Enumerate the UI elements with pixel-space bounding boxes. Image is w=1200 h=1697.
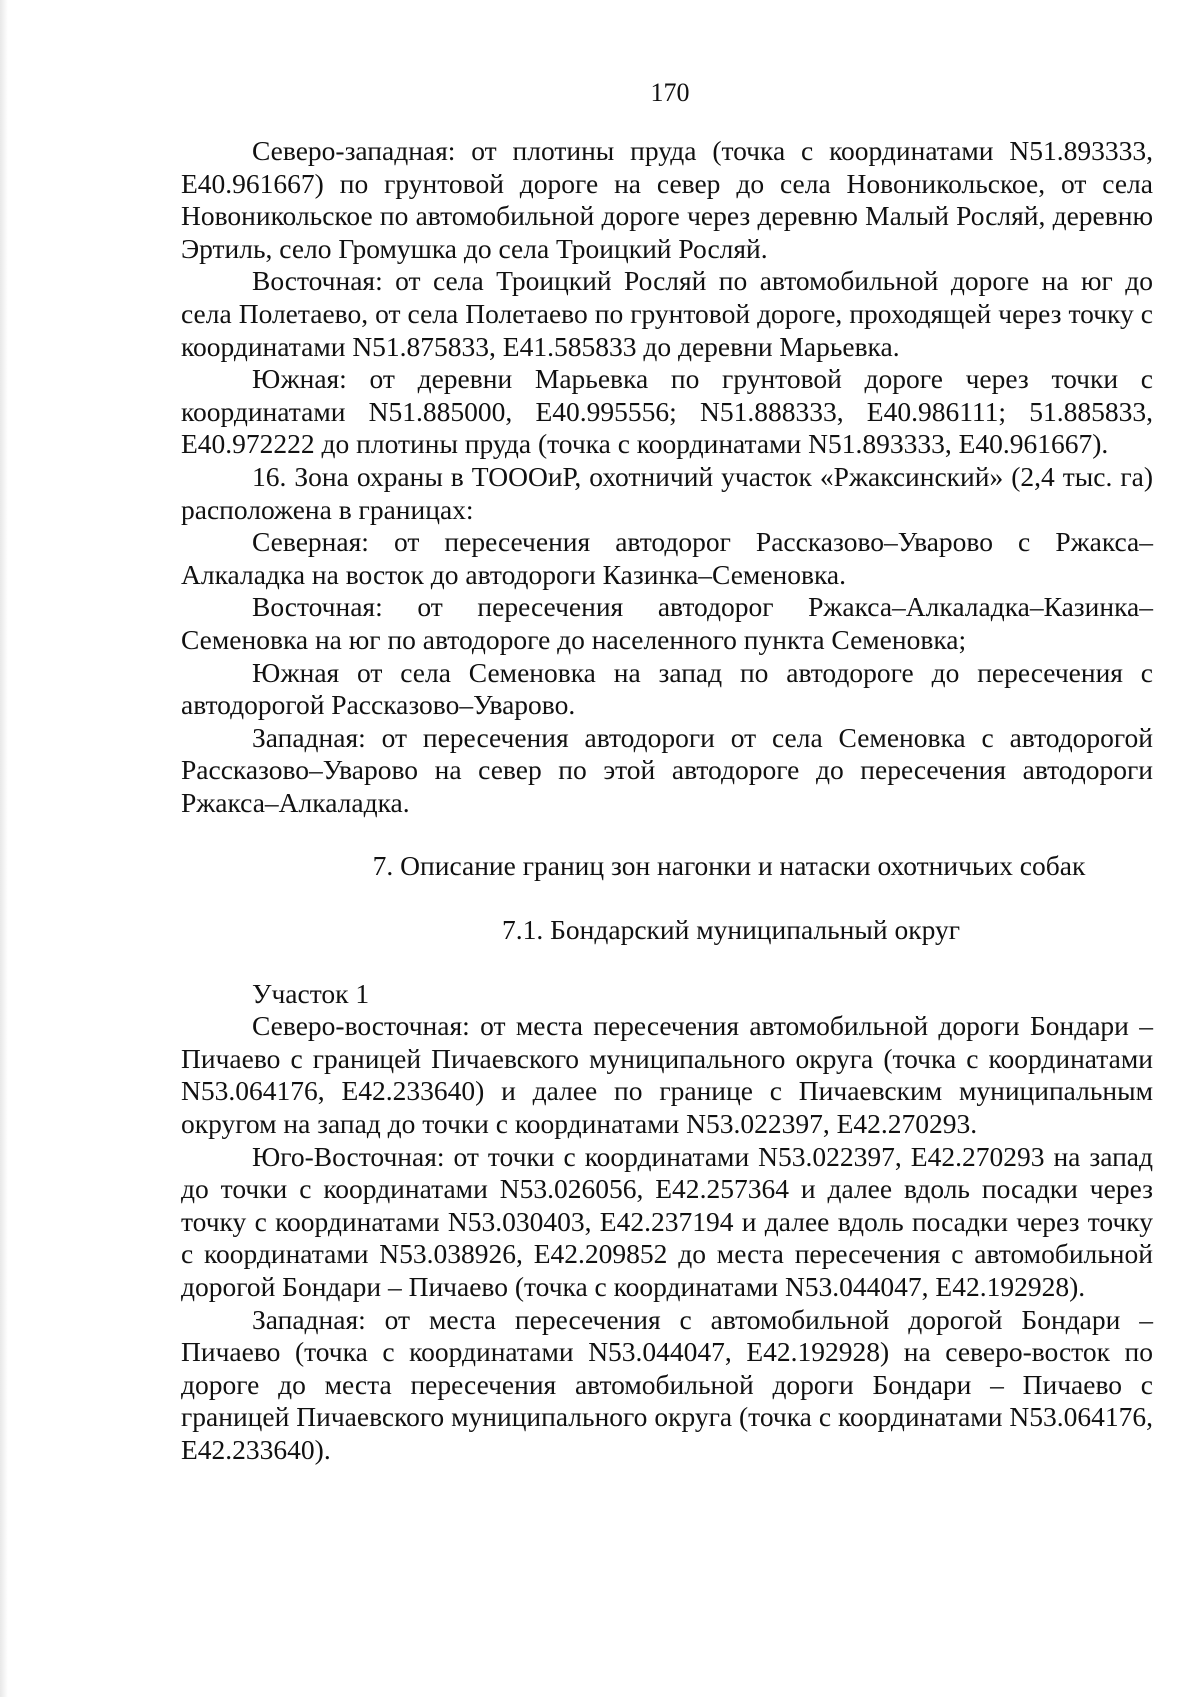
paragraph-zone-16: 16. Зона охраны в ТОООиР, охотничий участок «Ржаксинский» (2,4 тыс. га) расположена в границах: — [181, 460, 1153, 525]
paragraph-east-boundary: Восточная: от села Троицкий Росляй по автомобильной дороге на юг до села Полетаево, от села Полетаево по грунтовой дороге, проходящей через точку с координатами N51.875833, E41.585833 до деревни Марьевка. — [181, 265, 1153, 362]
scan-edge — [0, 0, 8, 1697]
paragraph-zone16-north: Северная: от пересечения автодорог Рассказово–Уварово с Ржакса–Алкаладка на восток до автодороги Казинка–Семеновка. — [181, 526, 1153, 590]
paragraph-zone16-south: Южная от села Семеновка на запад по автодороге до пересечения с автодорогой Рассказово–Уварово. — [181, 656, 1153, 721]
page-number: 170 — [650, 78, 690, 107]
paragraph-northwest-boundary: Северо-западная: от плотины пруда (точка с координатами N51.893333, E40.961667) по грунтовой дороге на север до села Новоникольское, от села Новоникольское по автомобильной дороге через деревню Малый Росляй, деревню Эртиль, село Громушка до села Троицкий Росляй. — [181, 135, 1153, 264]
document-body — [181, 135, 1153, 1467]
paragraph-zone16-east: Восточная: от пересечения автодорог Ржакса–Алкаладка–Казинка–Семеновка на юг по автодороге до населенного пункта Семеновка; — [181, 591, 1153, 655]
subsection-heading: 7.1. Бондарский муниципальный округ — [502, 914, 960, 946]
plot-title: Участок 1 — [252, 977, 370, 1009]
paragraph-south-boundary: Южная: от деревни Марьевка по грунтовой дороге через точки с координатами N51.885000, E40.995556; N51.888333, E40.986111; 51.885833, E40.972222 до плотины пруда (точка с координатами N51.893333, E40.961667). — [181, 363, 1153, 460]
paragraph-southeast-boundary: Юго-Восточная: от точки с координатами N53.022397, E42.270293 на запад до точки с координатами N53.026056, E42.257364 и далее вдоль посадки через точку с координатами N53.030403, E42.237194 и далее вдоль посадки через точку с координатами N53.038926, E42.209852 до места пересечения с автомобильной дорогой Бондари – Пичаево (точка с координатами N53.044047, E42.192928). — [181, 1140, 1153, 1302]
section-heading: 7. Описание границ зон нагонки и натаски охотничьих собак — [372, 850, 1086, 882]
paragraph-northeast-boundary: Северо-восточная: от места пересечения автомобильной дороги Бондари – Пичаево с границей Пичаевского муниципального округа (точка с координатами N53.064176, E42.233640) и далее по границе с Пичаевским муниципальным округом на запад до точки с координатами N53.022397, E42.270293. — [181, 1010, 1153, 1140]
paragraph-zone16-west: Западная: от пересечения автодороги от села Семеновка с автодорогой Рассказово–Уварово на север по этой автодороге до пересечения автодороги Ржакса–Алкаладка. — [181, 721, 1153, 818]
paragraph-west-boundary: Западная: от места пересечения с автомобильной дорогой Бондари – Пичаево (точка с координатами N53.044047, E42.192928) на северо-восток по дороге до места пересечения автомобильной дороги Бондари – Пичаево с границей Пичаевского муниципального округа (точка с координатами N53.064176, E42.233640). — [181, 1303, 1153, 1465]
